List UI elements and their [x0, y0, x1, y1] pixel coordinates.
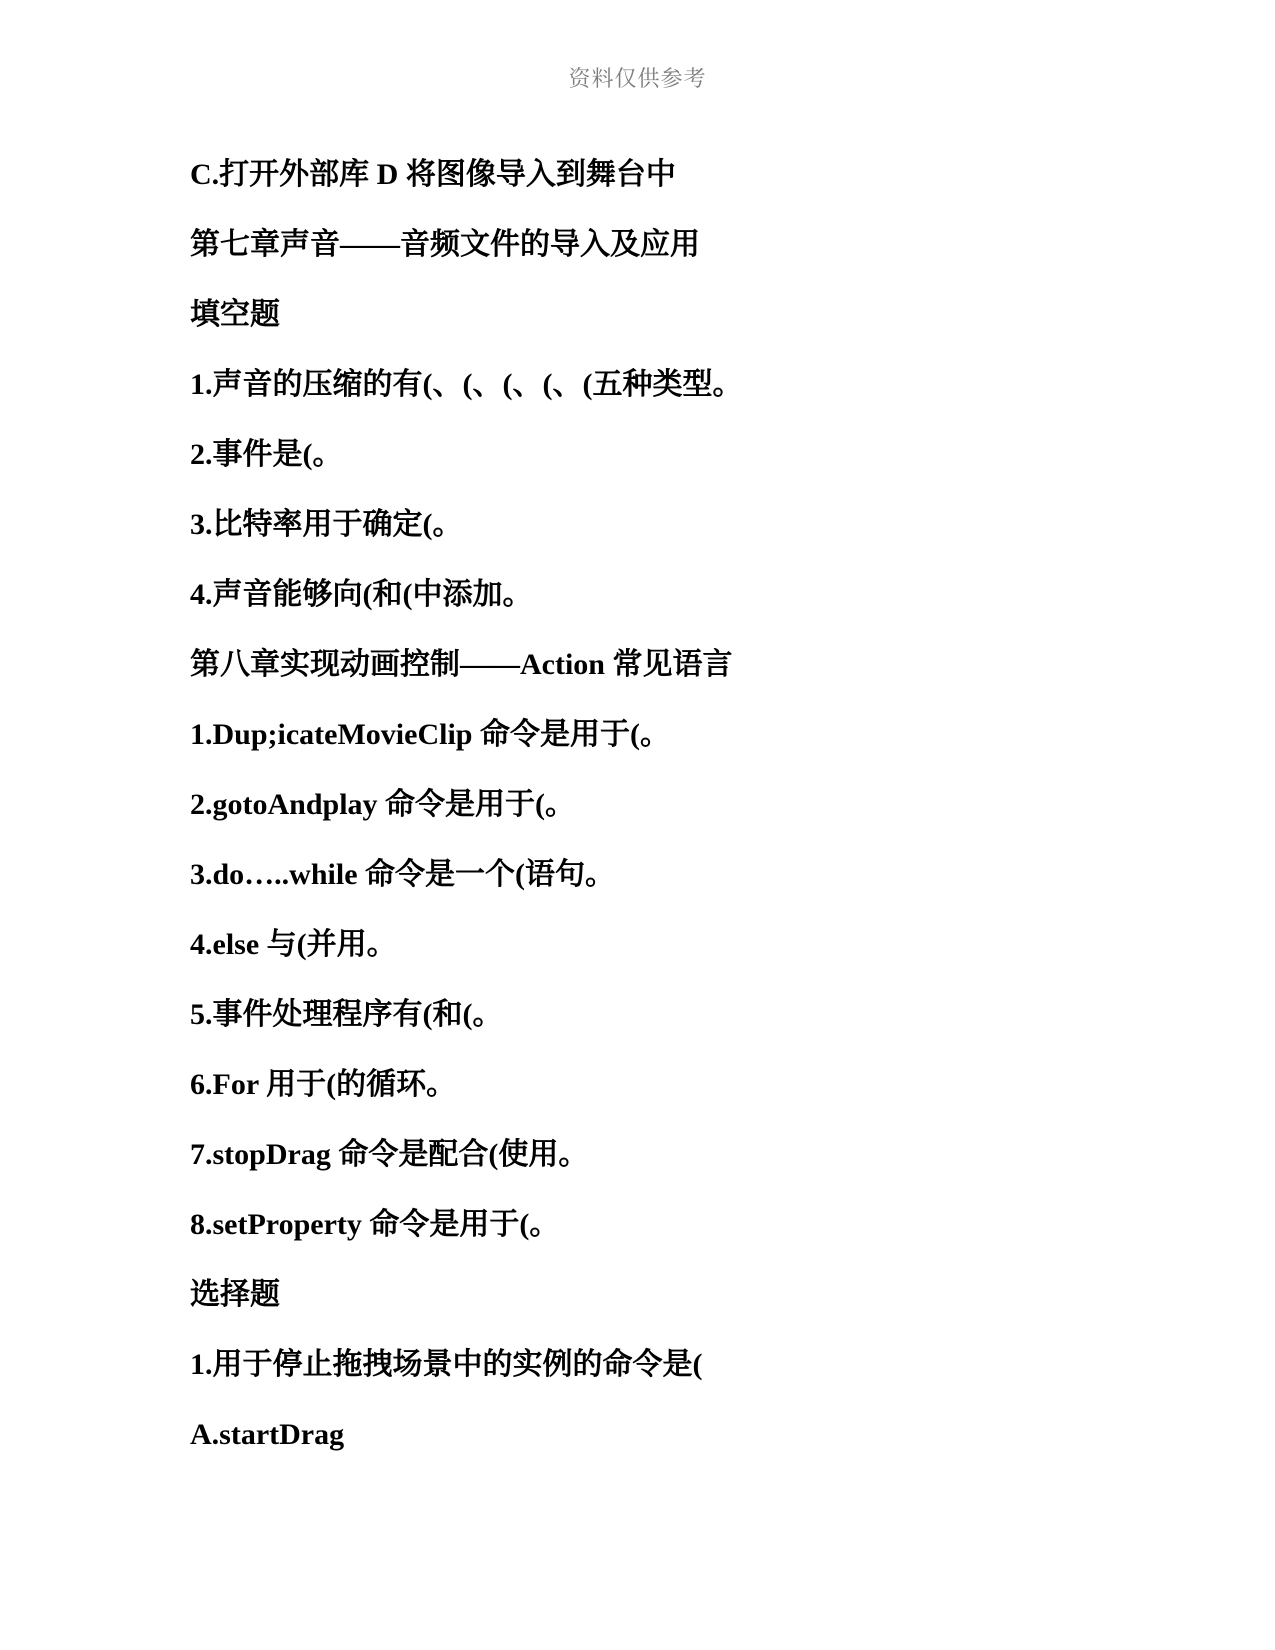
question-line: 1.Dup;icateMovieClip 命令是用于(。	[190, 718, 670, 751]
question-line: 2.gotoAndplay 命令是用于(。	[190, 788, 576, 821]
question-line: 3.比特率用于确定(。	[190, 508, 463, 541]
question-line: 4.else 与(并用。	[190, 928, 397, 961]
chapter-heading: 第七章声音——音频文件的导入及应用	[190, 228, 700, 261]
question-line: 5.事件处理程序有(和(。	[190, 998, 503, 1031]
answer-option-line: A.startDrag	[190, 1418, 345, 1451]
watermark-text: 资料仅供参考	[568, 66, 707, 91]
question-line: 8.setProperty 命令是用于(。	[190, 1208, 560, 1241]
question-line: 4.声音能够向(和(中添加。	[190, 578, 533, 611]
question-line: 7.stopDrag 命令是配合(使用。	[190, 1138, 589, 1171]
question-line: 3.do…..while 命令是一个(语句。	[190, 858, 616, 891]
question-line: 1.用于停止拖拽场景中的实例的命令是(	[190, 1348, 703, 1381]
section-heading: 填空题	[190, 298, 280, 331]
question-line: 2.事件是(。	[190, 438, 343, 471]
chapter-heading: 第八章实现动画控制——Action 常见语言	[190, 648, 733, 681]
section-heading: 选择题	[190, 1278, 280, 1311]
question-line: 1.声音的压缩的有(、(、(、(、(五种类型。	[190, 368, 743, 401]
answer-option-line: C.打开外部库 D 将图像导入到舞台中	[190, 158, 676, 191]
question-line: 6.For 用于(的循环。	[190, 1068, 457, 1101]
document-body	[190, 140, 1215, 1470]
